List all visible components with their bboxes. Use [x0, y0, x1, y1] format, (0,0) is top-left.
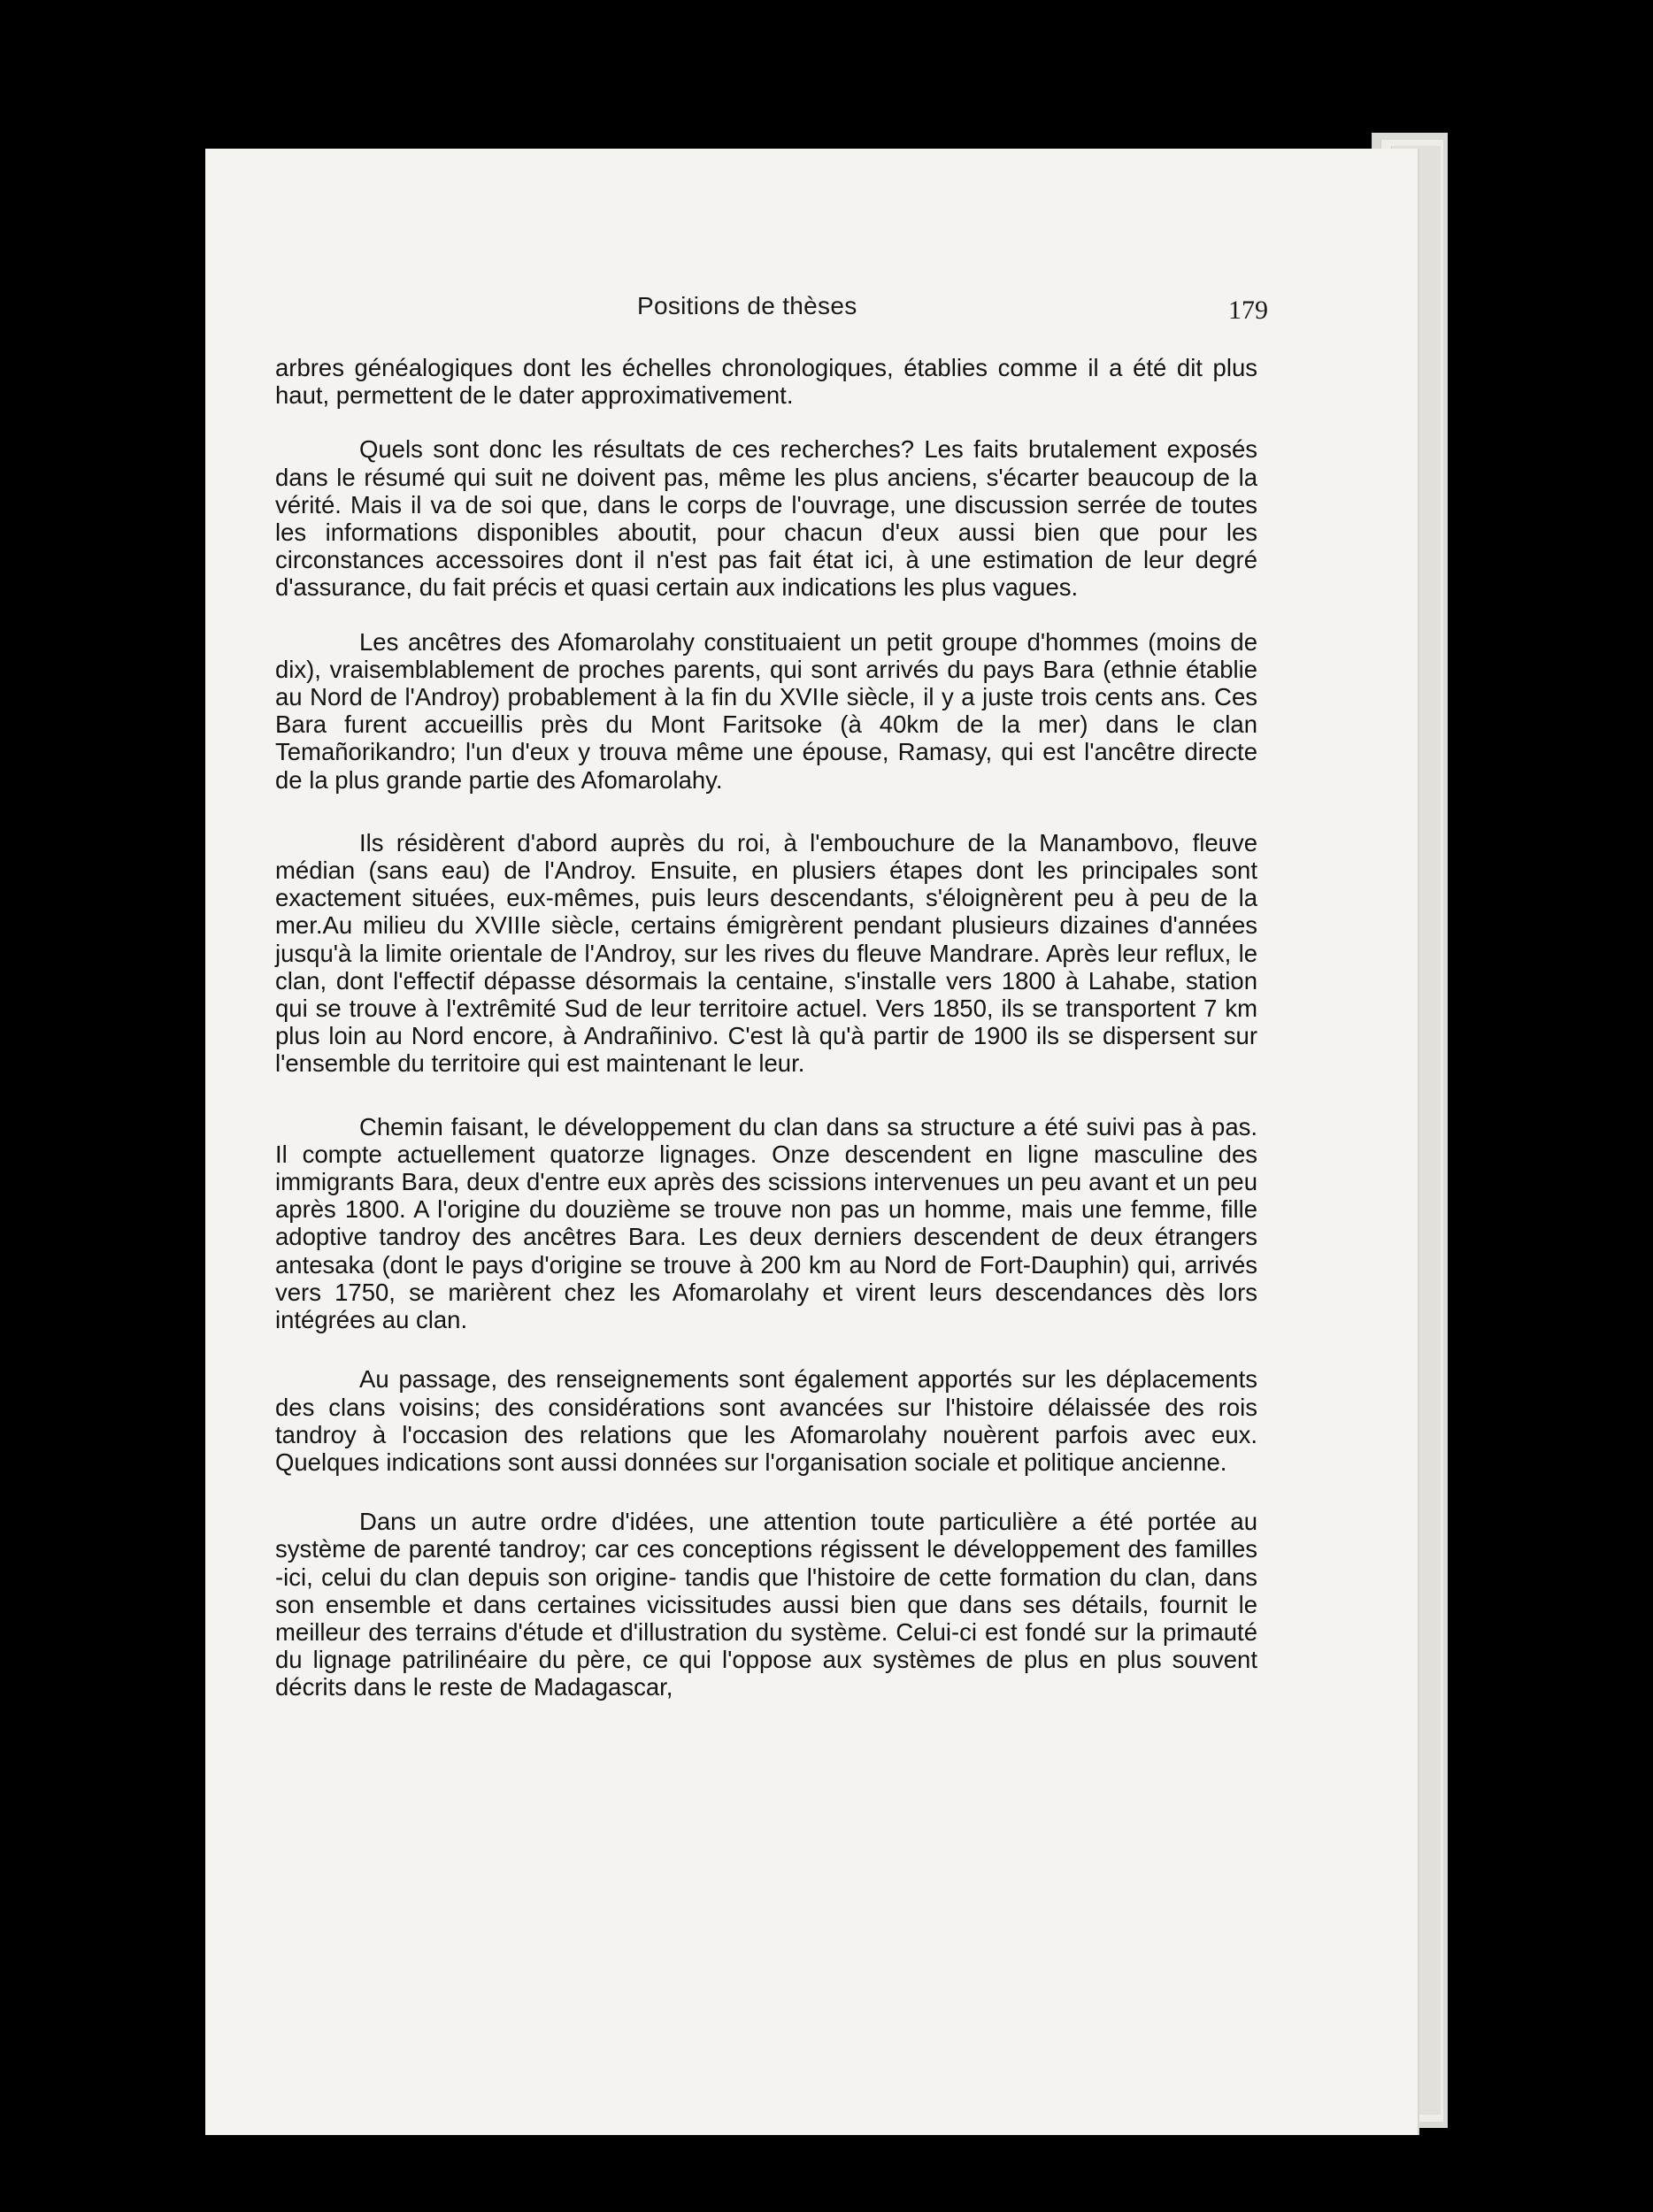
- paragraph-2: Quels sont donc les résultats de ces recherches? Les faits brutalement exposés dans le résumé qui suit ne doivent pas, même les plus anciens, s'écarter beaucoup de la vérité. Mais il va de soi que, dans le corps de l'ouvrage, une discussion serrée de toutes les informations disponibles aboutit, pour chacun d'eux aussi bien que pour les circonstances accessoires dont il n'est pas fait état ici, à une estimation de leur degré d'assurance, du fait précis et quasi certain aux indications les plus vagues.: [275, 435, 1257, 602]
- paragraph-6: Au passage, des renseignements sont également apportés sur les déplacements des clans voisins; des considérations sont avancées sur l'histoire délaissée des rois tandroy à l'occasion des relations que les Afomarolahy nouèrent parfois avec eux. Quelques indications sont aussi données sur l'organisation sociale et politique ancienne.: [275, 1365, 1257, 1476]
- body-text: [275, 354, 1257, 1701]
- paragraph-1: arbres généalogiques dont les échelles chronologiques, établies comme il a été dit plus haut, permettent de le dater approximativement.: [275, 354, 1257, 410]
- paragraph-4: Ils résidèrent d'abord auprès du roi, à l'embouchure de la Manambovo, fleuve médian (sans eau) de l'Androy. Ensuite, en plusiers étapes dont les principales sont exactement situées, eux-mêmes, puis leurs descendants, s'éloignèrent peu à peu de la mer.Au milieu du XVIIIe siècle, certains émigrèrent pendant plusieurs dizaines d'années jusqu'à la limite orientale de l'Androy, sur les rives du fleuve Mandrare. Après leur reflux, le clan, dont l'effectif dépasse désormais la centaine, s'installe vers 1800 à Lahabe, station qui se trouve à l'extrêmité Sud de leur territoire actuel. Vers 1850, ils se transportent 7 km plus loin au Nord encore, à Andrañinivo. C'est là qu'à partir de 1900 ils se dispersent sur l'ensemble du territoire qui est maintenant le leur.: [275, 828, 1257, 1078]
- page-number: 179: [1228, 296, 1268, 325]
- paragraph-7: Dans un autre ordre d'idées, une attention toute particulière a été portée au système de parenté tandroy; car ces conceptions régissent le développement des familles -ici, celui du clan depuis son origine- tandis que l'histoire de cette formation du clan, dans son ensemble et dans certaines vicissitudes aussi bien que dans ses détails, fournit le meilleur des terrains d'étude et d'illustration du système. Celui-ci est fondé sur la primauté du lignage patrilinéaire du père, ce qui l'oppose aux systèmes de plus en plus souvent décrits dans le reste de Madagascar,: [275, 1508, 1257, 1701]
- paragraph-3: Les ancêtres des Afomarolahy constituaient un petit groupe d'hommes (moins de dix), vraisemblablement de proches parents, qui sont arrivés du pays Bara (ethnie établie au Nord de l'Androy) probablement à la fin du XVIIe siècle, il y a juste trois cents ans. Ces Bara furent accueillis près du Mont Faritsoke (à 40km de la mer) dans le clan Temañorikandro; l'un d'eux y trouva même une épouse, Ramasy, qui est l'ancêtre directe de la plus grande partie des Afomarolahy.: [275, 627, 1257, 794]
- running-head: Positions de thèses: [637, 292, 857, 319]
- paragraph-5: Chemin faisant, le développement du clan dans sa structure a été suivi pas à pas. Il compte actuellement quatorze lignages. Onze descendent en ligne masculine des immigrants Bara, deux d'entre eux après des scissions intervenues un peu avant et un peu après 1800. A l'origine du douzième se trouve non pas un homme, mais une femme, fille adoptive tandroy des ancêtres Bara. Les deux derniers descendent de deux étrangers antesaka (dont le pays d'origine se trouve à 200 km au Nord de Fort-Dauphin) qui, arrivés vers 1750, se marièrent chez les Afomarolahy et virent leurs descendances dès lors intégrées au clan.: [275, 1112, 1257, 1334]
